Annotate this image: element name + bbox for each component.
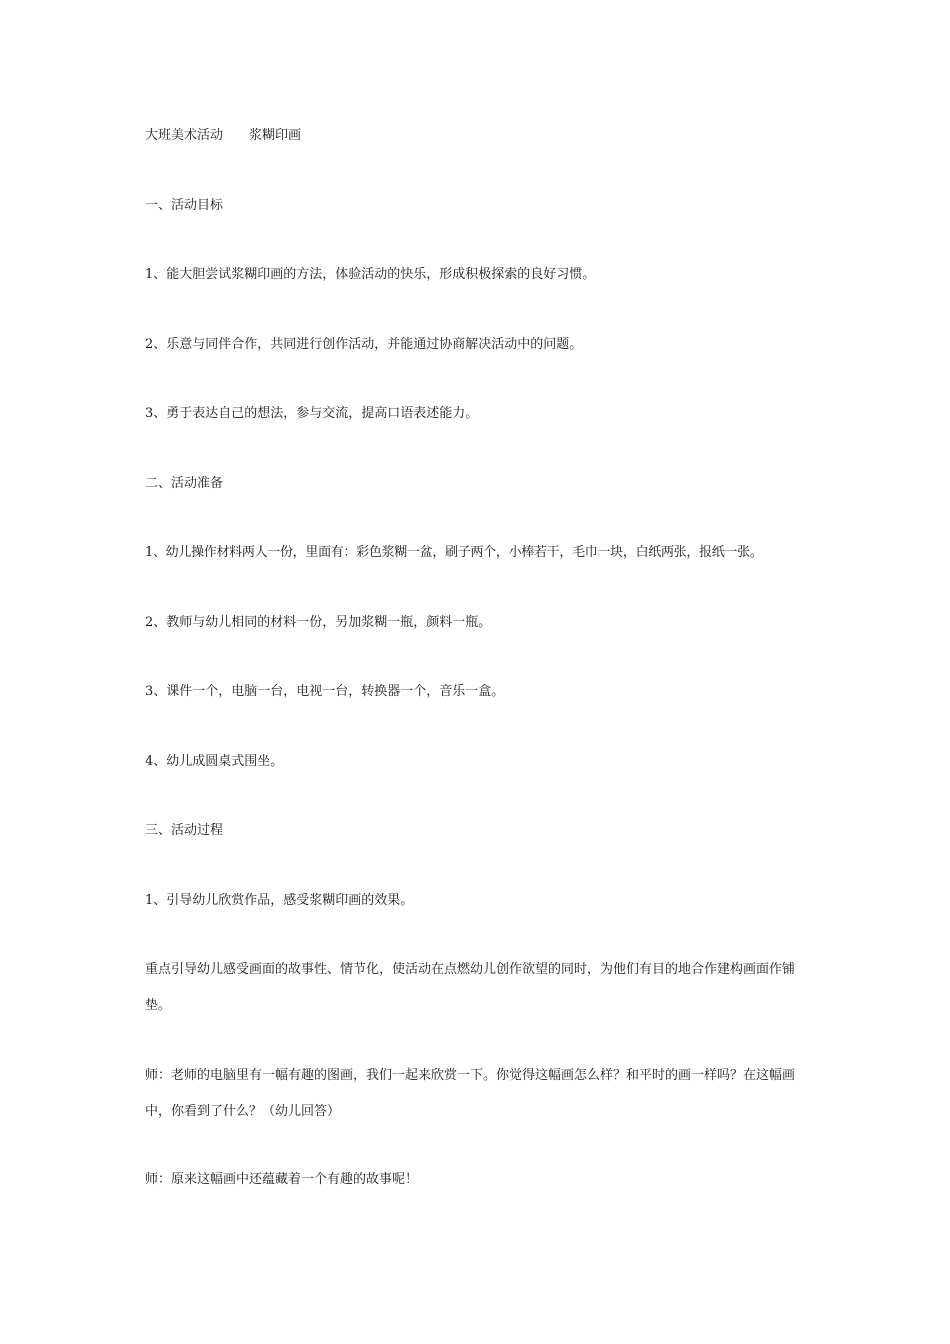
teacher-dialogue-2: 师：原来这幅画中还蕴藏着一个有趣的故事呢！: [145, 1172, 419, 1187]
teacher-dialogue-1: 师：老师的电脑里有一幅有趣的图画，我们一起来欣赏一下。你觉得这幅画怎么样？和平时的画一样吗？在这幅画中，你看到了什么？（幼儿回答）: [145, 1068, 796, 1119]
title-left: 大班美术活动: [145, 128, 224, 143]
process-heading: 三、活动过程: [145, 823, 224, 838]
prep-item-2: 2、教师与幼儿相同的材料一份，另加浆糊一瓶，颜料一瓶。: [145, 615, 492, 630]
title-right: 浆糊印画: [249, 128, 302, 143]
process-note-paragraph: 重点引导幼儿感受画面的故事性、情节化，使活动在点燃幼儿创作欲望的同时，为他们有目的地合作建构画面作铺垫。: [145, 962, 796, 1013]
goal-item-2: 2、乐意与同伴合作，共同进行创作活动，并能通过协商解决活动中的问题。: [145, 337, 583, 352]
goals-heading: 一、活动目标: [145, 198, 224, 213]
prep-item-4: 4、幼儿成圆桌式围坐。: [145, 754, 284, 769]
document-title: [145, 118, 810, 154]
process-item-1: 1、引导幼儿欣赏作品，感受浆糊印画的效果。: [145, 893, 414, 908]
prep-heading: 二、活动准备: [145, 476, 224, 491]
goal-item-1: 1、能大胆尝试浆糊印画的方法，体验活动的快乐，形成积极探索的良好习惯。: [145, 267, 596, 282]
goal-item-3: 3、勇于表达自己的想法，参与交流，提高口语表述能力。: [145, 406, 479, 421]
prep-item-3: 3、课件一个，电脑一台，电视一台，转换器一个，音乐一盒。: [145, 684, 505, 699]
prep-item-1: 1、幼儿操作材料两人一份，里面有：彩色浆糊一盆，刷子两个，小棒若干，毛巾一块，白纸两张，报纸一张。: [145, 545, 763, 560]
